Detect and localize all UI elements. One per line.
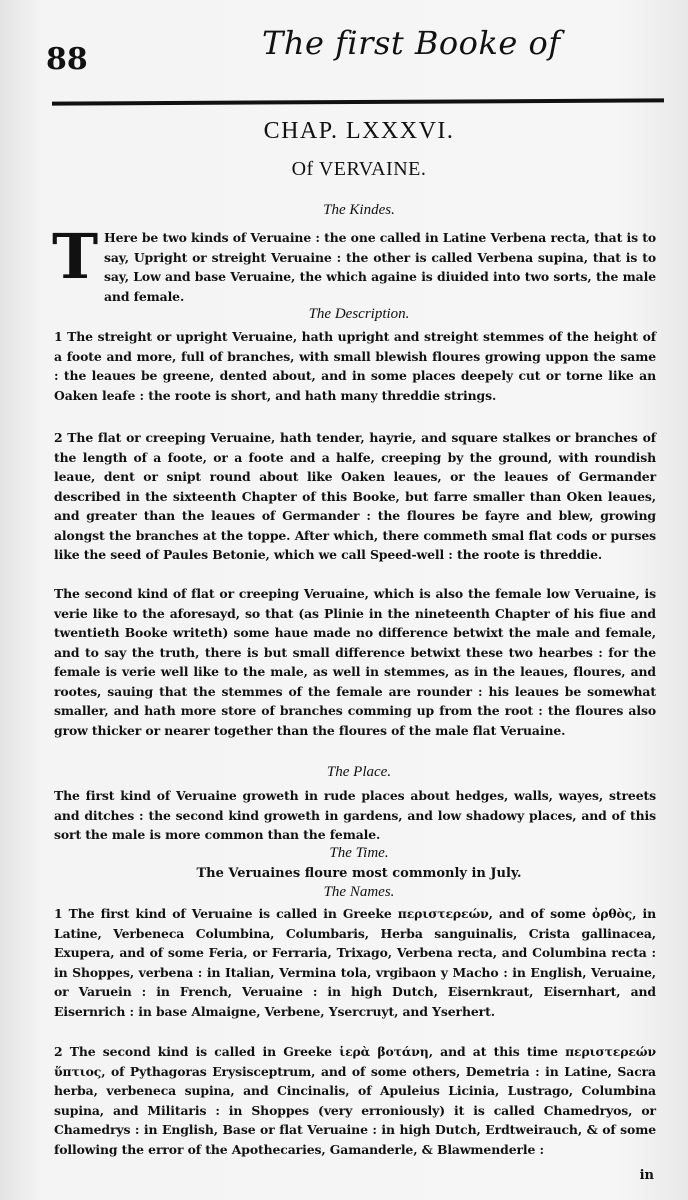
heading-time: The Time. [329, 845, 389, 861]
heading-names: The Names. [323, 884, 395, 900]
paragraph-description-3: The second kind of flat or creeping Veruaine, which is also the female low Veruaine, is verie like to the aforesayd, so that (as Plinie in the nineteenth Chapter of his fiue and twentieth Booke writeth) some haue made no difference betwixt the male and female, and to say the truth, there is but small difference betwixt these two hearbes : for the female is verie well like to the male, as well in stemmes, as in the leaues, floures, and rootes, sauing that the stemmes of the female are rounder : his leaues be somewhat smaller, and hath more store of branches comming up from the root : the floures also grow thicker or nearer together than the floures of the male flat Veruaine. [54, 586, 656, 738]
catchword: in [639, 1168, 654, 1183]
page-number: 88 [46, 42, 88, 77]
paragraph-place: The first kind of Veruaine groweth in rude places about hedges, walls, wayes, streets and ditches : the second kind groweth in gardens, and low shadowy places, and of this sort the male is more common than the female. [54, 788, 656, 842]
drop-cap: T [52, 220, 99, 293]
heading-description: The Description. [308, 306, 410, 322]
chapter-heading: CHAP. LXXXVI. [263, 118, 455, 144]
heading-place: The Place. [326, 764, 392, 780]
paragraph-kindes: Here be two kinds of Veruaine : the one called in Latine Verbena recta, that is to say, Upright or streight Veruaine : the other is called Verbena supina, that is to say, Low and base Veruaine, the which againe is diuided into two sorts, the male and female. [104, 230, 656, 304]
heading-kindes: The Kindes. [323, 202, 395, 218]
header-rule [52, 98, 664, 105]
running-head: The first Booke of [262, 24, 561, 62]
paragraph-time: The Veruaines floure most commonly in July. [196, 866, 522, 881]
paragraph-names-2: 2 The second kind is called in Greeke ἱερὰ βοτάνη, and at this time περιστερεών ὕπτιος, of Pythagoras Erysisceptrum, and of some others, Demetria : in Latine, Sacra herba, verbeneca supina, and Cincinalis, of Apuleius Licinia, Lustrago, Columbina supina, and Militaris : in Shoppes (very erroniously) it is called Chamedryos, or Chamedrys : in English, Base or flat Veruaine : in high Dutch, Erdtweirauch, & of some following the error of the Apothecaries, Gamanderle, & Blawmenderle : [54, 1044, 656, 1157]
paragraph-names-1: 1 The first kind of Veruaine is called in Greeke περιστερεών, and of some ὀρθὸς, in Latine, Verbeneca Columbina, Columbaris, Herba sanguinalis, Crista gallinacea, Exupera, and of some Feria, or Ferraria, Trixago, Verbena recta, and Columbina recta : in Shoppes, verbena : in Italian, Vermina tola, vrgibaon y Macho : in English, Veruaine, or Varuein : in French, Veruaine : in high Dutch, Eisernkraut, Eisernhart, and Eisernrich : in base Almaigne, Verbene, Ysercruyt, and Yserhert. [54, 906, 656, 1019]
chapter-title: Of VERVAINE. [291, 158, 427, 180]
paragraph-description-1: 1 The streight or upright Veruaine, hath upright and streight stemmes of the height of a foote and more, full of branches, with small blewish floures growing uppon the same : the leaues be greene, dented about, and in some places deepely cut or torne like an Oaken leafe : the roote is short, and hath many threddie strings. [54, 329, 656, 403]
paragraph-description-2: 2 The flat or creeping Veruaine, hath tender, hayrie, and square stalkes or branches of the length of a foote, or a foote and a halfe, creeping by the ground, with roundish leaue, dent or snipt round about like Oaken leaues, or the leaues of Germander described in the sixteenth Chapter of this Booke, but farre smaller than Oken leaues, and greater than the leaues of Germander : the floures be fayre and blew, growing alongst the branches at the toppe. After which, there commeth smal flat cods or purses like the seed of Paules Betonie, which we call Speed-well : the roote is threddie. [54, 430, 656, 562]
